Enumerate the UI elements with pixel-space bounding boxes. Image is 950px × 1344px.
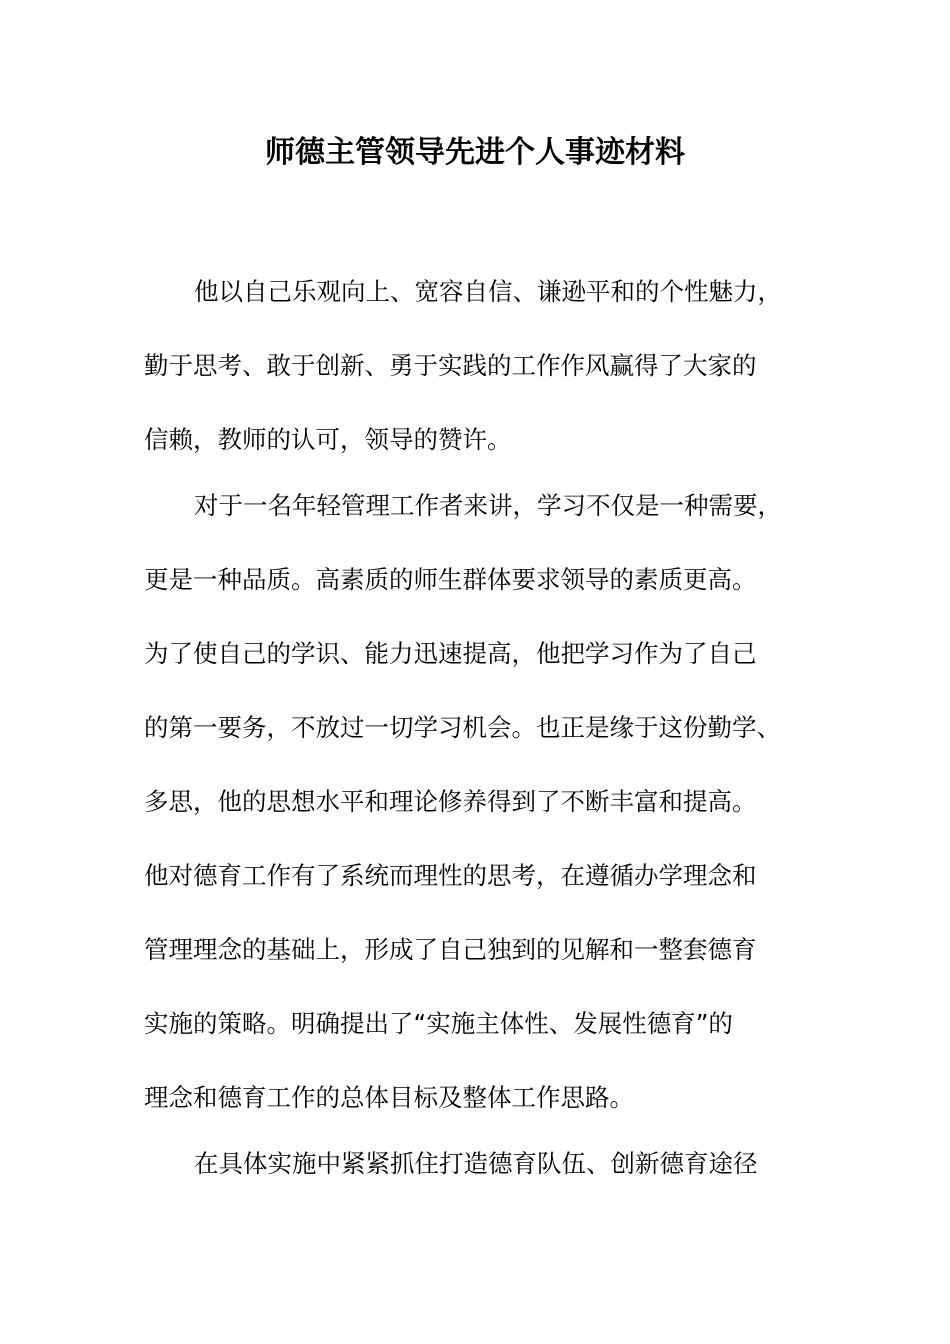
paragraph-line: 对于一名年轻管理工作者来讲，学习不仅是一种需要， — [194, 491, 782, 520]
paragraph-line: 多思，他的思想水平和理论修养得到了不断丰富和提高。 — [144, 787, 757, 816]
paragraph-line: 勤于思考、敢于创新、勇于实践的工作作风赢得了大家的 — [144, 351, 757, 380]
paragraph-line: 在具体实施中紧紧抓住打造德育队伍、创新德育途径 — [194, 1149, 758, 1178]
paragraph-line: 他以自己乐观向上、宽容自信、谦逊平和的个性魅力， — [194, 277, 782, 306]
paragraph-line: 他对德育工作有了系统而理性的思考，在遵循办学理念和 — [144, 861, 757, 890]
paragraph-line: 实施的策略。明确提出了“实施主体性、发展性德育”的 — [144, 1009, 733, 1038]
paragraph-line: 理念和德育工作的总体目标及整体工作思路。 — [144, 1083, 634, 1112]
paragraph-line: 更是一种品质。高素质的师生群体要求领导的素质更高。 — [144, 565, 757, 594]
document-title: 师德主管领导先进个人事迹材料 — [265, 135, 685, 170]
paragraph-line: 的第一要务，不放过一切学习机会。也正是缘于这份勤学、 — [144, 713, 781, 742]
paragraph-line: 为了使自己的学识、能力迅速提高，他把学习作为了自己 — [144, 639, 757, 668]
paragraph-line: 信赖，教师的认可，领导的赞许。 — [144, 425, 512, 454]
paragraph-line: 管理理念的基础上，形成了自己独到的见解和一整套德育 — [144, 935, 757, 964]
